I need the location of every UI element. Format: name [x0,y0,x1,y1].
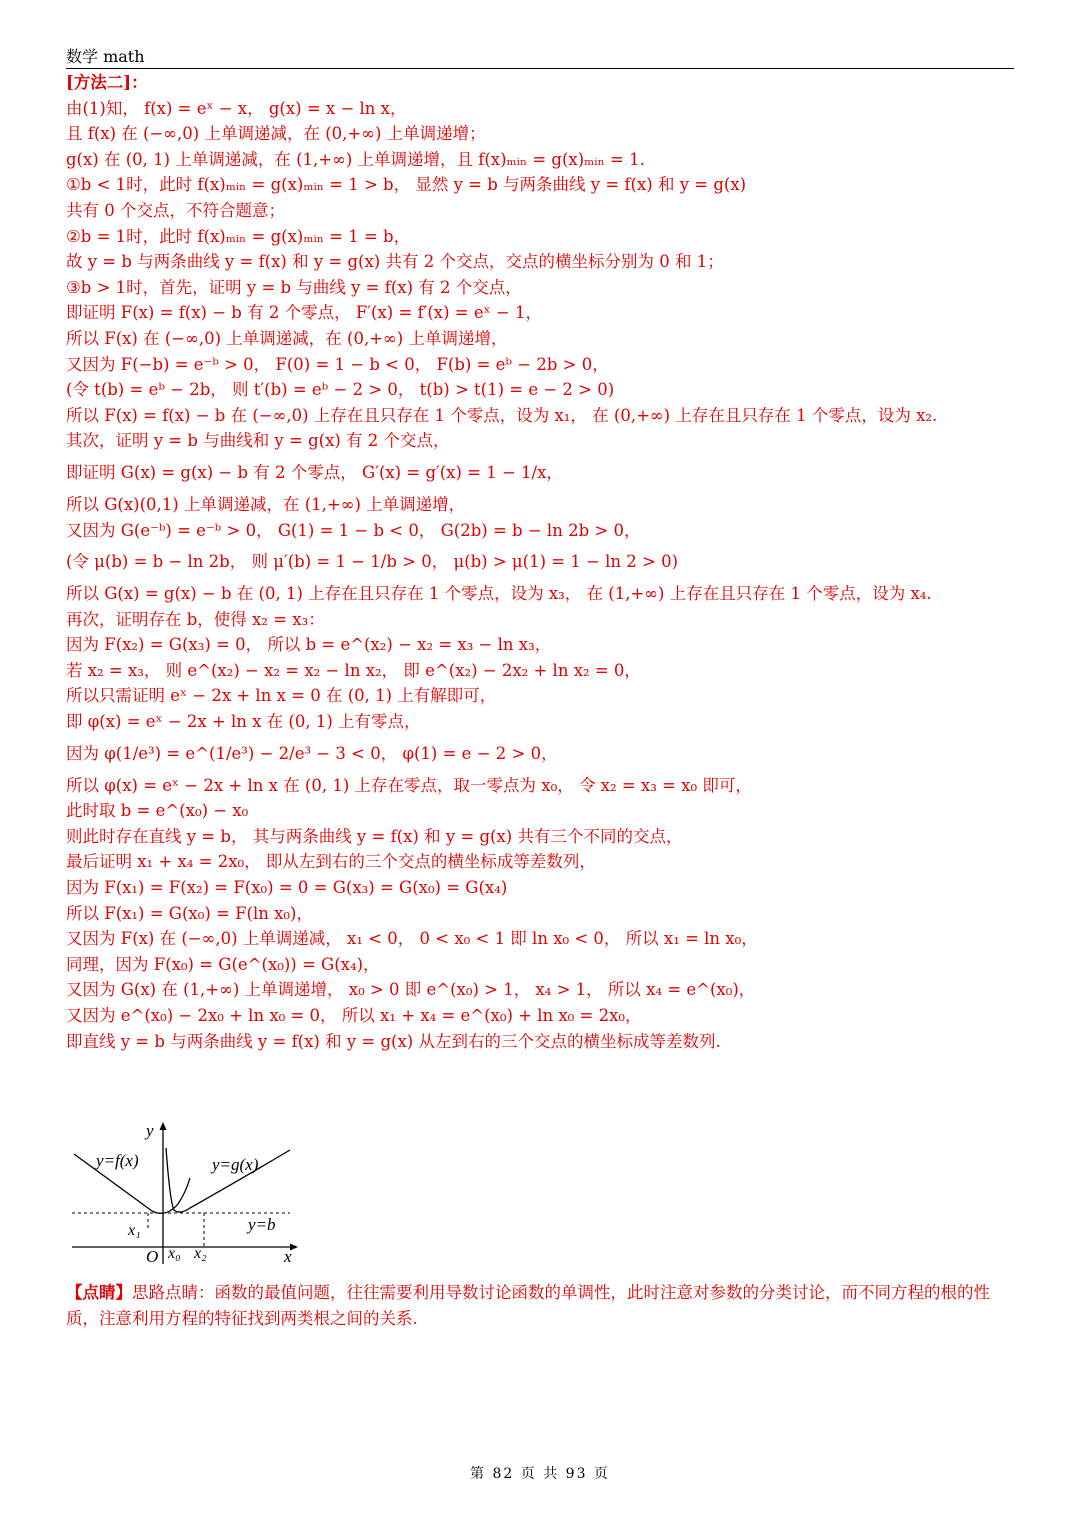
solution-line: 由(1)知， f(x) = eˣ − x， g(x) = x − ln x， [66,98,407,118]
solution-line: 所以 F(x₁) = G(x₀) = F(ln x₀)， [66,903,313,923]
solution-line: 所以 G(x)(0,1) 上单调递减，在 (1,+∞) 上单调递增， [66,494,466,514]
label-b: y=b [248,1215,276,1234]
solution-line: 所以 G(x) = g(x) − b 在 (0, 1) 上存在且只存在 1 个零点，设为 x₃， 在 (1,+∞) 上存在且只存在 1 个零点，设为 x₄. [66,584,932,604]
solution-line: 又因为 G(x) 在 (1,+∞) 上单调递增， x₀ > 0 即 e^(x₀) > 1， x₄ > 1， 所以 x₄ = e^(x₀)， [66,980,756,1000]
comment-note [66,1280,1016,1332]
solution-line: 且 f(x) 在 (−∞,0) 上单调递减，在 (0,+∞) 上单调递增； [66,124,486,144]
label-x-axis: x [284,1247,292,1266]
graph-figure [66,1120,306,1270]
solution-line: 又因为 F(−b) = e⁻ᵇ > 0， F(0) = 1 − b < 0， F(b) = eᵇ − 2b > 0， [66,354,609,374]
solution-line: 其次，证明 y = b 与曲线和 y = g(x) 有 2 个交点， [66,431,450,451]
solution-line: 再次，证明存在 b，使得 x₂ = x₃： [66,609,325,629]
solution-line: 同理，因为 F(x₀) = G(e^(x₀)) = G(x₄)， [66,954,380,974]
solution-line: 即 φ(x) = eˣ − 2x + ln x 在 (0, 1) 上有零点， [66,712,421,732]
solution-line: 即直线 y = b 与两条曲线 y = f(x) 和 y = g(x) 从左到右的三个交点的横坐标成等差数列. [66,1031,721,1051]
solution-line: ①b < 1时，此时 f(x)ₘᵢₙ = g(x)ₘᵢₙ = 1 > b， 显然 y = b 与两条曲线 y = f(x) 和 y = g(x) [66,175,747,195]
method-title: [方法二]： [66,73,148,92]
solution-line: 又因为 e^(x₀) − 2x₀ + ln x₀ = 0， 所以 x₁ + x₄ = e^(x₀) + ln x₀ = 2x₀， [66,1006,642,1025]
solution-line: (令 μ(b) = b − ln 2b， 则 μ′(b) = 1 − 1/b > 0， μ(b) > μ(1) = 1 − ln 2 > 0) [66,552,679,572]
solution-line: 因为 F(x₂) = G(x₃) = 0， 所以 b = e^(x₂) − x₂ = x₃ − ln x₃， [66,635,552,655]
solution-line: 则此时存在直线 y = b， 其与两条曲线 y = f(x) 和 y = g(x) 共有三个不同的交点， [66,826,683,846]
solution-line: 所以 φ(x) = eˣ − 2x + ln x 在 (0, 1) 上存在零点，取一零点为 x₀， 令 x₂ = x₃ = x₀ 即可， [66,775,752,795]
solution-line: (令 t(b) = eᵇ − 2b， 则 t′(b) = eᵇ − 2 > 0， t(b) > t(1) = e − 2 > 0) [66,380,615,400]
solution-body [66,70,1016,1054]
solution-line: 所以只需证明 eˣ − 2x + ln x = 0 在 (0, 1) 上有解即可， [66,686,497,706]
solution-line: 最后证明 x₁ + x₄ = 2x₀， 即从左到右的三个交点的横坐标成等差数列， [66,852,596,872]
solution-line: 因为 φ(1/e³) = e^(1/e³) − 2/e³ − 3 < 0， φ(1) = e − 2 > 0， [66,743,558,763]
page-footer: 第 82 页 共 93 页 [470,1466,610,1482]
solution-line: 此时取 b = e^(x₀) − x₀ [66,801,249,821]
solution-line: 所以 F(x) 在 (−∞,0) 上单调递减，在 (0,+∞) 上单调递增， [66,328,508,348]
solution-line: ②b = 1时，此时 f(x)ₘᵢₙ = g(x)ₘᵢₙ = 1 = b， [66,226,411,246]
solution-line: 又因为 G(e⁻ᵇ) = e⁻ᵇ > 0， G(1) = 1 − b < 0， G(2b) = b − ln 2b > 0， [66,520,641,540]
note-text: 思路点睛：函数的最值问题，往往需要利用导数讨论函数的单调性，此时注意对参数的分类讨论，而不同方程的根的性质，注意利用方程的特征找到两类根之间的关系. [66,1283,990,1328]
label-x2: x₂ [194,1245,207,1262]
solution-line: 又因为 F(x) 在 (−∞,0) 上单调递减， x₁ < 0， 0 < x₀ < 1 即 ln x₀ < 0， 所以 x₁ = ln x₀， [66,929,758,949]
solution-line: 若 x₂ = x₃， 则 e^(x₂) − x₂ = x₂ − ln x₂， 即 e^(x₂) − 2x₂ + ln x₂ = 0， [66,660,641,680]
solution-line: 所以 F(x) = f(x) − b 在 (−∞,0) 上存在且只存在 1 个零点，设为 x₁， 在 (0,+∞) 上存在且只存在 1 个零点，设为 x₂. [66,405,938,425]
label-x0: x₀ [168,1245,181,1262]
solution-line: 因为 F(x₁) = F(x₂) = F(x₀) = 0 = G(x₃) = G(x₀) = G(x₄) [66,878,508,898]
note-bracket: 【点睛】 [66,1283,132,1302]
solution-line: ③b > 1时，首先，证明 y = b 与曲线 y = f(x) 有 2 个交点， [66,277,522,297]
label-g: y=g(x) [212,1155,259,1174]
solution-line: 即证明 F(x) = f(x) − b 有 2 个零点， F′(x) = f′(x) = eˣ − 1， [66,303,542,323]
solution-line: 即证明 G(x) = g(x) − b 有 2 个零点， G′(x) = g′(x) = 1 − 1/x， [66,462,563,482]
solution-line: 故 y = b 与两条曲线 y = f(x) 和 y = g(x) 共有 2 个交点，交点的横坐标分别为 0 和 1； [66,252,724,272]
label-f: y=f(x) [96,1151,139,1170]
page-header [66,44,1014,69]
header-subject: 数学 math [66,47,145,66]
label-origin: O [146,1247,159,1266]
label-y-axis: y [146,1121,154,1140]
label-x1: x₁ [128,1222,141,1239]
solution-line: g(x) 在 (0, 1) 上单调递减，在 (1,+∞) 上单调递增，且 f(x)ₘᵢₙ = g(x)ₘᵢₙ = 1. [66,149,645,169]
solution-line: 共有 0 个交点，不符合题意； [66,200,285,220]
y-axis-arrow [160,1122,167,1130]
